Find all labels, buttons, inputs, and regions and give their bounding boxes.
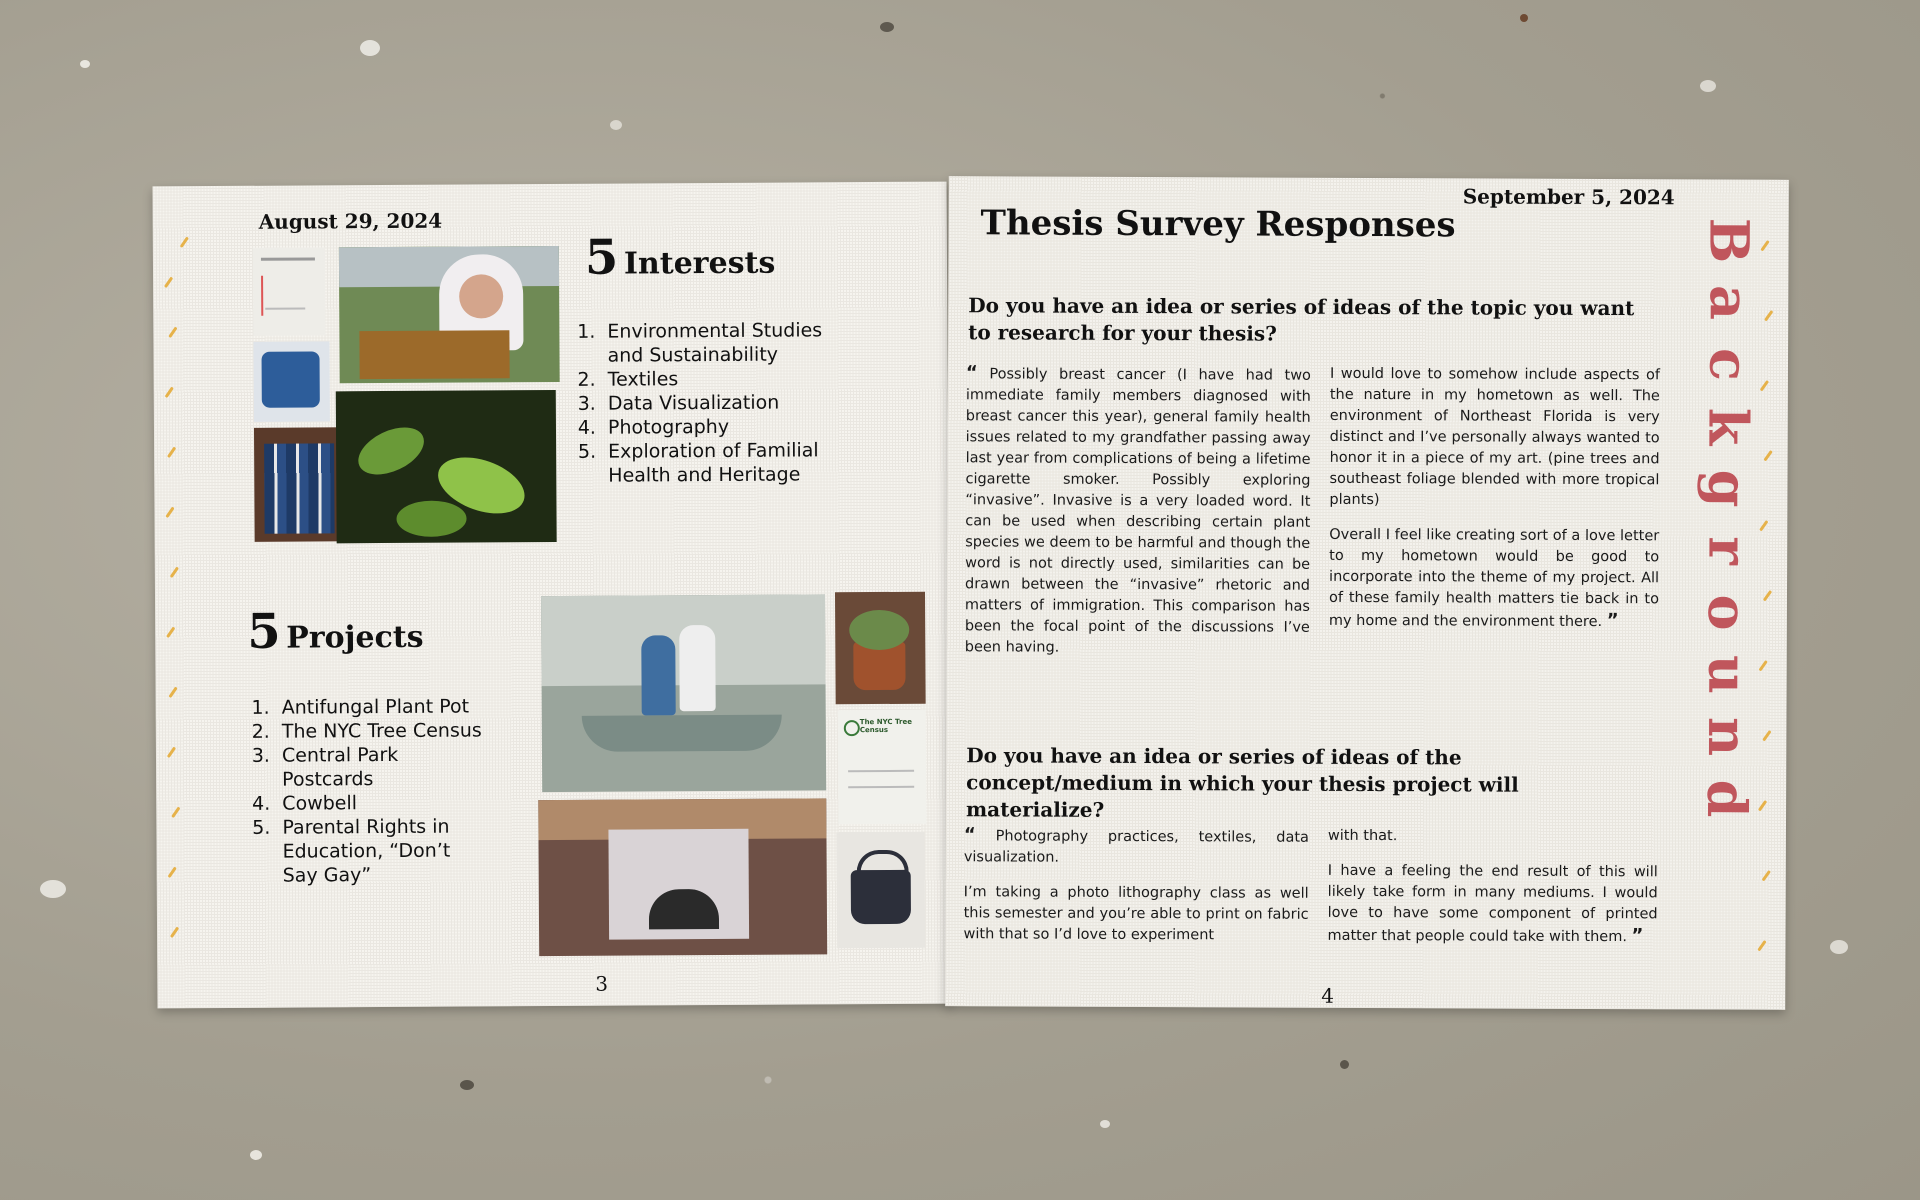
list-item: 4. Photography	[602, 414, 842, 439]
answer-2-text-2: I’m taking a photo lithography class as well this semester and you’re able to print on fabric with that so I’d love to experiment	[963, 884, 1309, 944]
answer-1-text-2: I would love to somehow include aspects of the nature in my hometown as well. The environment of Northeast Florida is very distinct and I’ve personally always wanted to honor it in a piece of my art. (pine trees and southeast foliage blended with more tropical plants)	[1329, 365, 1660, 509]
potted-plant-photo	[835, 592, 926, 705]
list-item: 2. The NYC Tree Census	[276, 718, 486, 743]
interests-title: Interests	[623, 245, 776, 282]
vertical-letter: u	[1695, 654, 1760, 695]
left-page-date: August 29, 2024	[258, 208, 443, 234]
answer-2-text-1: Photography practices, textiles, data visualization.	[963, 828, 1309, 866]
interests-heading	[585, 229, 776, 286]
answer-1-text-3: Overall I feel like creating sort of a love letter to my hometown would be good to incorporate into the theme of my project. All of these family health matters tie back in to my home and the environment there.	[1328, 526, 1660, 631]
answer-2-text-4: I have a feeling the end result of this will likely take form in many mediums. I would love to have some component of printed matter that people could take with them.	[1327, 862, 1658, 946]
list-item: 5. Parental Rights in Education, “Don’t Say Gay”	[276, 814, 486, 887]
projects-title: Projects	[286, 619, 424, 656]
chart-screenshot-photo	[253, 247, 326, 335]
list-item: 2. Textiles	[602, 366, 842, 391]
vertical-letter: r	[1696, 536, 1761, 565]
vertical-letter: d	[1695, 779, 1760, 818]
tree-census-logo-text: The NYC Tree Census	[859, 717, 912, 735]
vertical-letter: g	[1696, 469, 1761, 508]
background-vertical-label	[1695, 209, 1762, 829]
right-page-number: 4	[1321, 983, 1335, 1008]
vertical-letter: a	[1697, 284, 1762, 321]
vertical-letter: n	[1695, 716, 1760, 757]
projects-number: 5	[247, 603, 281, 660]
close-quote-mark: ”	[1631, 925, 1644, 947]
handbag-photo	[836, 832, 925, 949]
question-2: Do you have an idea or series of ideas of the concept/medium in which your thesis project will materialize?	[966, 743, 1519, 822]
answer-2-column-1	[963, 824, 1309, 961]
vertical-letter: B	[1697, 217, 1762, 264]
answer-1-column-1	[965, 362, 1311, 660]
leaves-photo	[336, 390, 557, 543]
list-item: 1. Antifungal Plant Pot	[276, 694, 486, 719]
answer-1-column-2	[1329, 364, 1660, 647]
question-1: Do you have an idea or series of ideas of the topic you want to research for your thesis?	[968, 293, 1635, 346]
list-item: 3. Data Visualization	[602, 390, 842, 415]
right-page	[945, 176, 1789, 1010]
answer-2-text-3: with that.	[1327, 827, 1398, 845]
vertical-letter: o	[1696, 594, 1761, 631]
open-quote-mark: “	[965, 362, 978, 384]
vertical-letter: k	[1696, 407, 1761, 446]
tree-census-photo	[838, 710, 927, 825]
open-quote-mark: “	[963, 824, 976, 846]
painting-photo	[538, 798, 827, 956]
rowboat-photo	[541, 594, 826, 792]
answer-1-text-1: Possibly breast cancer (I have had two immediate family members diagnosed with breast cancer this year), general family health issues related to my grandfather passing away last year from complications of being a lifetime cigarette smoker. Possibly exploring “invasive”. Invasive is a very loaded word. It can be used when describing certain plant species we deem to be harmful and though the word is not directly used, similarities can be drawn between the “invasive” rhetoric and matters of immigration. This comparison has been the focal point of the discussions I’ve been having.	[964, 366, 1311, 656]
interests-number: 5	[584, 229, 619, 286]
left-page-number: 3	[595, 971, 609, 996]
close-quote-mark: ”	[1606, 610, 1619, 632]
list-item: 1. Environmental Studies and Sustainability	[601, 318, 841, 367]
interests-list	[573, 318, 842, 488]
left-page	[152, 182, 951, 1009]
list-item: 3. Central Park Postcards	[276, 742, 486, 791]
vertical-letter: c	[1697, 347, 1762, 382]
blue-textile-photo	[253, 341, 329, 421]
projects-heading	[247, 603, 424, 660]
list-item: 4. Cowbell	[276, 790, 486, 815]
answer-2-column-2	[1327, 826, 1658, 962]
list-item: 5. Exploration of Familial Health and Heritage	[602, 438, 842, 487]
projects-list	[248, 694, 487, 887]
beekeeper-photo	[339, 246, 560, 383]
right-page-date: September 5, 2024	[1462, 184, 1675, 210]
closet-photo	[254, 427, 345, 542]
fabric-book	[155, 178, 1793, 1016]
page-title: Thesis Survey Responses	[980, 203, 1456, 246]
